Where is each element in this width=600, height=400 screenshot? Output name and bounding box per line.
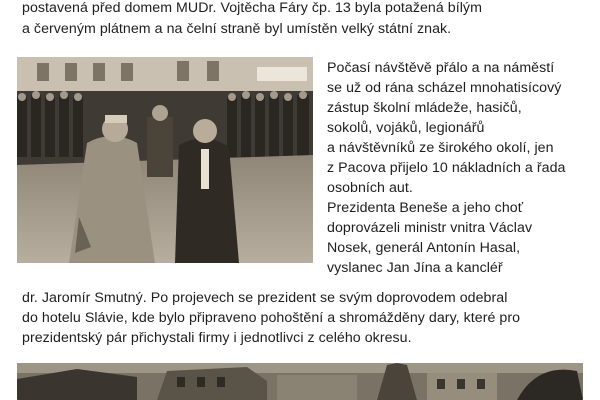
- paragraph-line: osobních aut.: [327, 180, 413, 196]
- paragraph-line: z Pacova přijelo 10 nákladních a řada: [327, 160, 566, 176]
- paragraph-line: sokolů, vojáků, legionářů: [327, 120, 485, 136]
- paragraph-line: vyslanec Jan Jína a kancléř: [327, 260, 503, 276]
- paragraph-line: Nosek, generál Antonín Hasal,: [327, 240, 521, 256]
- paragraph-line: dr. Jaromír Smutný. Po projevech se prezident se svým doprovodem odebral: [22, 290, 508, 306]
- paragraph-line: Počasí návštěvě přálo a na náměstí: [327, 60, 555, 76]
- paragraph-line: zástup školní mládeže, hasičů,: [327, 100, 522, 116]
- paragraph-line: a červeným plátnem a na čelní straně byl umístěn velký státní znak.: [22, 21, 452, 37]
- paragraph-line: prezidentský pár přichystali firmy i jednotlivci z celého okresu.: [22, 330, 412, 346]
- paragraph-line: postavená před domem MUDr. Vojtěcha Fáry čp. 13 byla potažená bílým: [22, 0, 482, 16]
- historical-photo-president-visit: [17, 57, 313, 263]
- paragraph-line: Prezidenta Beneše a jeho choť: [327, 200, 524, 216]
- paragraph-line: se už od rána scházel mnohatisícový: [327, 80, 562, 96]
- paragraph-line: a návštěvníků ze širokého okolí, jen: [327, 140, 554, 156]
- paragraph-line: do hotelu Slávie, kde bylo připraveno pohoštění a shromážděny dary, které pro: [22, 310, 521, 326]
- paragraph-line: doprovázeli ministr vnitra Václav: [327, 220, 533, 236]
- historical-photo-town-square: [17, 363, 583, 400]
